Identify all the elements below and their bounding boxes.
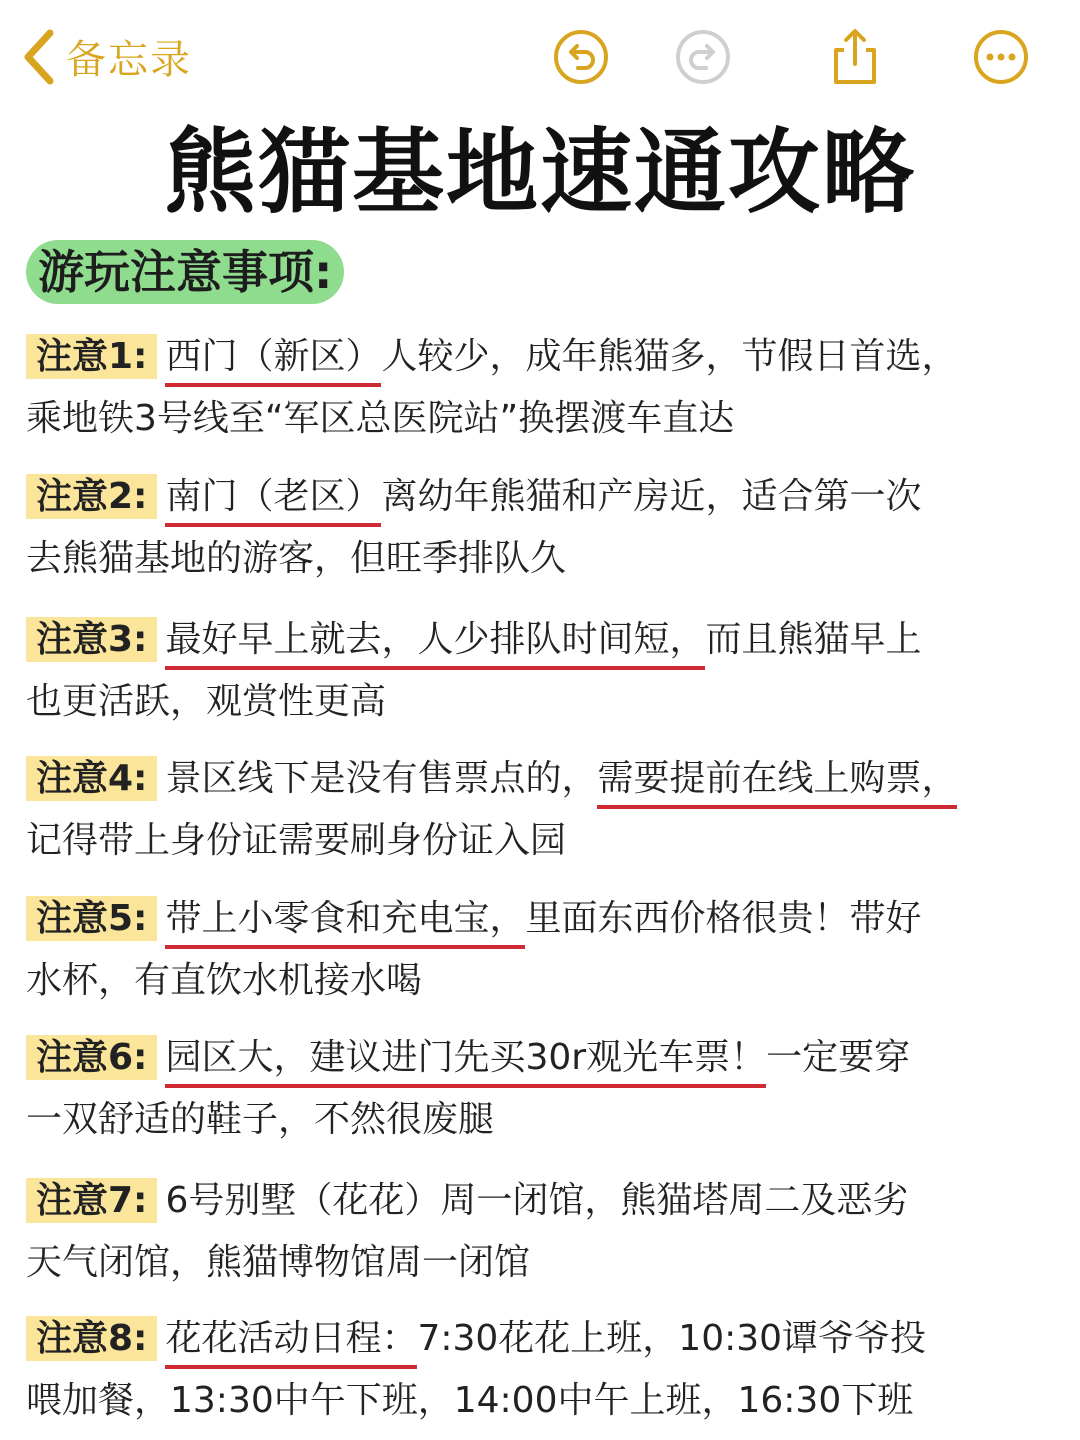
note-underlined-text: 带上小零食和充电宝， — [165, 898, 525, 949]
note-tag: 注意8: — [26, 1316, 157, 1361]
note-text: 人较少，成年熊猫多，节假日首选， — [381, 336, 958, 377]
note-item-8 — [26, 1316, 1056, 1440]
note-text-line2: 天气闭馆，熊猫博物馆周一闭馆 — [26, 1242, 531, 1283]
toolbar — [0, 0, 1080, 118]
note-underlined-text: 需要提前在线上购票， — [597, 758, 957, 809]
note-underlined-text: 南门（老区） — [165, 476, 381, 527]
note-text: 景区线下是没有售票点的， — [165, 758, 598, 799]
section-heading: 游玩注意事项: — [26, 240, 344, 304]
note-text-line2: 一双舒适的鞋子，不然很废腿 — [26, 1099, 495, 1140]
note-text: 6号别墅（花花）周一闭馆，熊猫塔周二及恶劣 — [165, 1180, 909, 1221]
note-item-5 — [26, 896, 1056, 1020]
redo-icon[interactable] — [674, 28, 732, 86]
note-title: 熊猫基地速通攻略 — [163, 119, 916, 226]
back-label: 备忘录 — [66, 37, 192, 83]
undo-icon[interactable] — [552, 28, 610, 86]
note-item-7 — [26, 1178, 1056, 1302]
note-tag: 注意3: — [26, 617, 157, 662]
note-text-line2: 水杯，有直饮水机接水喝 — [26, 960, 423, 1001]
note-text-line2: 乘地铁3号线至“军区总医院站”换摆渡车直达 — [26, 398, 735, 439]
note-tag: 注意1: — [26, 334, 157, 379]
note-tag: 注意4: — [26, 756, 157, 801]
note-text-line2: 喂加餐，13:30中午下班，14:00中午上班，16:30下班 — [26, 1380, 914, 1421]
note-text-line2: 去熊猫基地的游客，但旺季排队久 — [26, 538, 567, 579]
note-tag: 注意5: — [26, 896, 157, 941]
note-item-3 — [26, 617, 1056, 741]
note-text-line2: 记得带上身份证需要刷身份证入园 — [26, 820, 567, 861]
note-item-1 — [26, 334, 1056, 458]
note-tag: 注意6: — [26, 1035, 157, 1080]
note-text-line2: 也更活跃，观赏性更高 — [26, 681, 387, 722]
note-item-2 — [26, 474, 1056, 598]
note-text: 7:30花花上班，10:30谭爷爷投 — [417, 1318, 927, 1359]
note-item-4 — [26, 756, 1056, 880]
note-underlined-text: 最好早上就去，人少排队时间短， — [165, 619, 705, 670]
share-icon[interactable] — [826, 28, 884, 86]
note-item-6 — [26, 1035, 1056, 1159]
note-tag: 注意7: — [26, 1178, 157, 1223]
note-underlined-text: 花花活动日程： — [165, 1318, 417, 1369]
note-underlined-text: 西门（新区） — [165, 336, 381, 387]
note-text: 而且熊猫早上 — [705, 619, 922, 660]
note-underlined-text: 园区大，建议进门先买30r观光车票！ — [165, 1037, 766, 1088]
note-text: 离幼年熊猫和产房近，适合第一次 — [381, 476, 922, 517]
note-text: 里面东西价格很贵！带好 — [525, 898, 922, 939]
note-text: 一定要穿 — [766, 1037, 911, 1078]
back-button[interactable] — [22, 28, 192, 85]
chevron-left-icon — [22, 29, 56, 85]
more-icon[interactable] — [972, 28, 1030, 86]
note-tag: 注意2: — [26, 474, 157, 519]
